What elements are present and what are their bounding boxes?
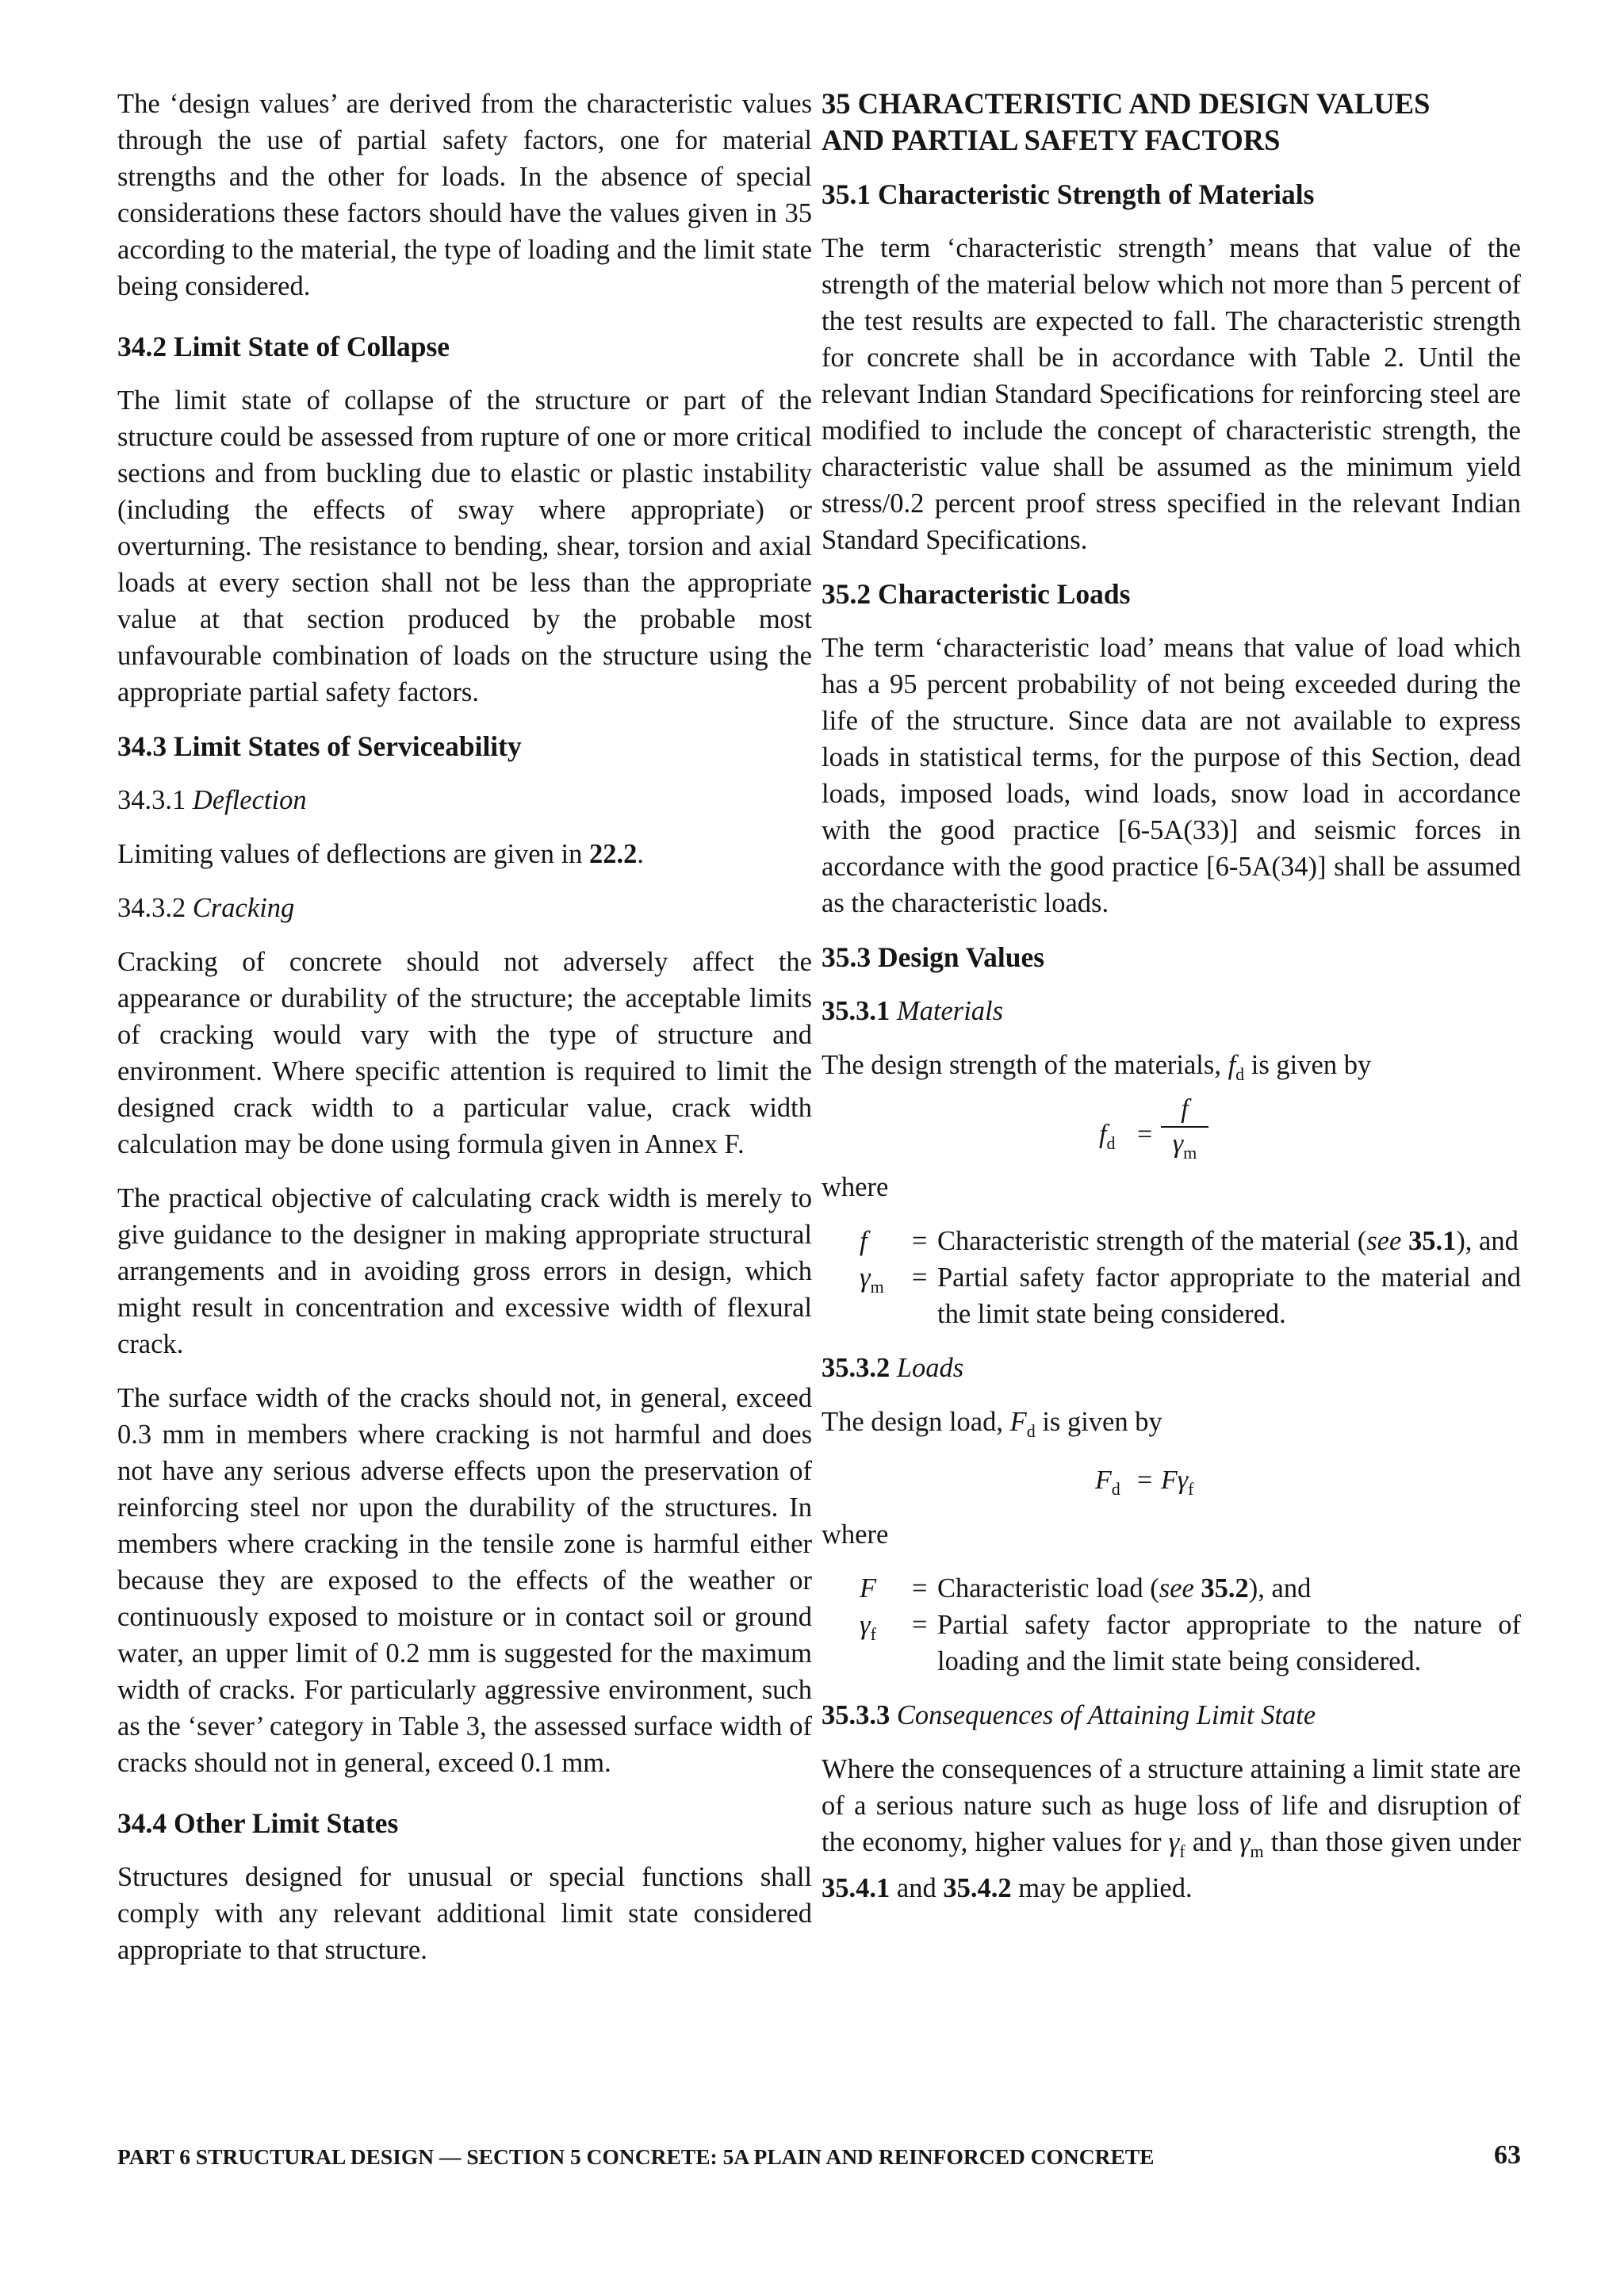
symbol: F <box>860 1573 877 1603</box>
reference: 35.2 <box>1201 1573 1249 1603</box>
heading-line-1: 35 CHARACTERISTIC AND DESIGN VALUES <box>822 87 1431 120</box>
subscript: f <box>870 1623 876 1644</box>
section-34-4-heading: 34.4 Other Limit States <box>117 1807 399 1839</box>
where-label: where <box>822 1519 889 1550</box>
subscript: f <box>1188 1478 1194 1499</box>
section-34-2-body: The limit state of collapse of the structure or part of the structure could be assessed from rupture of one or more critical sections and from buckling due to elastic or plastic instability (including the effects of sway where appropriate) or overturning. The resistance to bending, shear, torsion and axial loads at every section shall not be less than the appropriate value at that section produced by the probable most unfavourable combination of loads on the structure using the appropriate partial safety factors. <box>117 385 812 707</box>
numerator: f <box>1181 1094 1189 1124</box>
intro-paragraph: The ‘design values’ are derived from the characteristic values through the use of partial safety factors, one for material strengths and the other for loads. In the absence of special considerations these factors should have the values given in 35 according to the material, the type of loading and the limit state being considered. <box>117 89 812 301</box>
section-34-3-heading: 34.3 Limit States of Serviceability <box>117 730 522 762</box>
body-text: is given by <box>1035 1406 1162 1437</box>
text: Characteristic load ( <box>937 1573 1159 1603</box>
section-35-1-body: The term ‘characteristic strength’ means that value of the strength of the material below which not more than 5 percent of the test results are expected to fall. The characteristic strength for concrete shall be in accordance with Table 2. Until the relevant Indian Standard Specifications for reinforcing steel are modified to include the concept of characteristic strength, the characteristic value shall be assumed as the minimum yield stress/0.2 percent proof stress specified in the relevant Indian Standard Specifications. <box>822 233 1521 555</box>
page-number: 63 <box>1494 2140 1521 2170</box>
design-strength-intro <box>822 1047 1521 1093</box>
equation-design-strength <box>822 1093 1521 1169</box>
symbol: γ <box>1239 1826 1251 1857</box>
symbol <box>822 1259 912 1332</box>
symbol <box>822 1607 912 1680</box>
subscript: m <box>870 1276 884 1297</box>
section-35-3-2-heading <box>822 1350 1521 1386</box>
section-35-3-heading: 35.3 Design Values <box>822 941 1045 973</box>
section-34-2-heading: 34.2 Limit State of Collapse <box>117 331 450 362</box>
right-column <box>822 86 1521 1906</box>
definition-text: Partial safety factor appropriate to the nature of loading and the limit state being considered. <box>937 1609 1521 1676</box>
fraction-bar <box>1161 1126 1208 1128</box>
subscript: d <box>1111 1478 1120 1499</box>
section-number: 34.3.2 <box>117 893 186 923</box>
symbol-glyph: γ <box>860 1262 871 1293</box>
reference: 35.4.1 <box>822 1872 891 1903</box>
cracking-paragraph-2: The practical objective of calculating crack width is merely to give guidance to the designer in making appropriate structural arrangements and in avoiding gross errors in design, which might result in concentration and excessive width of flexural crack. <box>117 1183 812 1359</box>
see-text: see <box>1366 1225 1402 1256</box>
section-title: Loads <box>896 1352 964 1383</box>
symbol: γ <box>1168 1826 1180 1857</box>
section-number: 35.3.2 <box>822 1352 891 1383</box>
reference: 22.2 <box>588 839 638 869</box>
equals-sign: = <box>912 1225 928 1256</box>
body-text: and <box>890 1872 944 1903</box>
symbol: γ <box>1172 1128 1184 1159</box>
section-number: 35.3.1 <box>822 996 891 1026</box>
equals-sign: = <box>1137 1119 1153 1149</box>
cracking-paragraph-3: The surface width of the cracks should not, in general, exceed 0.3 mm in members where cracking is not harmful and does not have any serious adverse effects upon the preservation of reinforcing steel nor upon the durability of the structures. In members where cracking in the tensile zone is harmful either because they are exposed to the effects of the weather or continuously exposed to moisture or in contact soil or ground water, an upper limit of 0.2 mm is suggested for the maximum width of cracks. For particularly aggressive environment, such as the ‘sever’ category in Table 3, the assessed surface width of cracks should not in general, exceed 0.1 mm. <box>117 1383 812 1778</box>
section-number: 34.3.1 <box>117 785 186 815</box>
body-text: The design load, <box>822 1406 1010 1437</box>
page-footer <box>117 2141 1521 2173</box>
symbol: f <box>860 1225 868 1256</box>
section-35-2-heading: 35.2 Characteristic Loads <box>822 578 1131 610</box>
body-text: Where the consequences of a structure attaining a limit state are of a serious nature such as huge loss of life and disruption of the economy, higher values for <box>822 1753 1521 1857</box>
section-34-3-1-heading <box>117 782 812 818</box>
text: ), and <box>1456 1225 1519 1256</box>
equation-lhs <box>1095 1466 1120 1500</box>
fraction <box>1161 1094 1208 1168</box>
body-text: and <box>1185 1826 1239 1857</box>
section-number: 35.3.3 <box>822 1699 891 1730</box>
definition-row <box>822 1259 1521 1332</box>
section-35-2-body: The term ‘characteristic load’ means that value of load which has a 95 percent probability of not being exceeded during the life of the structure. Since data are not available to express loads in statistical terms, for the purpose of this Section, dead loads, imposed loads, wind loads, snow load in accordance with the good practice [6-5A(33)] and seismic forces in accordance with the good practice [6-5A(34)] shall be assumed as the characteristic loads. <box>822 633 1521 918</box>
definitions-list-1 <box>822 1223 1521 1332</box>
subscript: d <box>1026 1420 1036 1441</box>
section-35-3-3-heading <box>822 1697 1521 1734</box>
section-35-3-3-body <box>822 1751 1521 1906</box>
equation-lhs <box>1099 1120 1115 1154</box>
symbol: F <box>1009 1406 1027 1437</box>
definition-text <box>937 1570 1521 1607</box>
body-text: The design strength of the materials, <box>822 1050 1228 1080</box>
section-35-heading <box>822 86 1521 159</box>
section-title: Consequences of Attaining Limit State <box>896 1699 1316 1730</box>
body-text: may be applied. <box>1011 1872 1193 1903</box>
subscript: m <box>1183 1142 1197 1163</box>
definition-row <box>822 1223 1521 1259</box>
definition-text: Partial safety factor appropriate to the material and the limit state being considered. <box>937 1262 1521 1329</box>
reference: 35.4.2 <box>943 1872 1012 1903</box>
denominator <box>1161 1129 1208 1168</box>
symbol: F <box>1095 1465 1112 1495</box>
symbol: Fγ <box>1161 1465 1189 1495</box>
symbol: f <box>1099 1119 1107 1149</box>
section-35-3-1-heading <box>822 993 1521 1029</box>
subscript: d <box>1235 1063 1245 1084</box>
definition-row <box>822 1607 1521 1680</box>
section-34-3-2-heading <box>117 890 812 926</box>
equals-sign: = <box>912 1573 928 1603</box>
text: ), and <box>1248 1573 1312 1603</box>
see-text: see <box>1159 1573 1194 1603</box>
text: Characteristic strength of the material ( <box>937 1225 1367 1256</box>
section-35-1-heading: 35.1 Characteristic Strength of Materials <box>822 178 1315 210</box>
subscript: f <box>1179 1841 1185 1861</box>
heading-line-2: AND PARTIAL SAFETY FACTORS <box>822 124 1281 156</box>
equals-sign: = <box>1137 1465 1153 1495</box>
reference: 35.1 <box>1408 1225 1457 1256</box>
section-title: Materials <box>896 996 1004 1026</box>
body-text: than those given under <box>1263 1826 1521 1857</box>
section-34-3-1-body <box>117 836 812 872</box>
subscript: d <box>1106 1132 1116 1153</box>
symbol-glyph: γ <box>860 1609 871 1640</box>
equals-sign: = <box>912 1609 928 1640</box>
equals-sign: = <box>912 1262 928 1293</box>
section-title: Cracking <box>192 893 295 923</box>
body-text: Limiting values of deflections are given in <box>117 839 589 869</box>
cracking-paragraph-1: Cracking of concrete should not adversely affect the appearance or durability of the structure; the acceptable limits of cracking would vary with the type of structure and environment. Where specific attention is required to limit the designed crack width to a particular value, crack width calculation may be done using formula given in Annex F. <box>117 947 812 1159</box>
definition-text <box>937 1223 1521 1259</box>
definition-row <box>822 1570 1521 1607</box>
section-title: Deflection <box>192 785 307 815</box>
subscript: m <box>1250 1841 1264 1861</box>
footer-text: PART 6 STRUCTURAL DESIGN — SECTION 5 CONCRETE: 5A PLAIN AND REINFORCED CONCRETE <box>117 2144 1155 2169</box>
where-label: where <box>822 1171 889 1202</box>
body-text: is given by <box>1244 1050 1372 1080</box>
symbol: f <box>1228 1050 1236 1080</box>
equation-rhs <box>1161 1466 1194 1500</box>
section-34-4-body: Structures designed for unusual or special functions shall comply with any relevant additional limit state considered appropriate to that structure. <box>117 1862 812 1965</box>
equation-design-load <box>822 1450 1521 1516</box>
body-text: . <box>637 839 644 869</box>
definitions-list-2 <box>822 1570 1521 1680</box>
design-load-intro <box>822 1404 1521 1450</box>
left-column <box>117 86 812 1968</box>
